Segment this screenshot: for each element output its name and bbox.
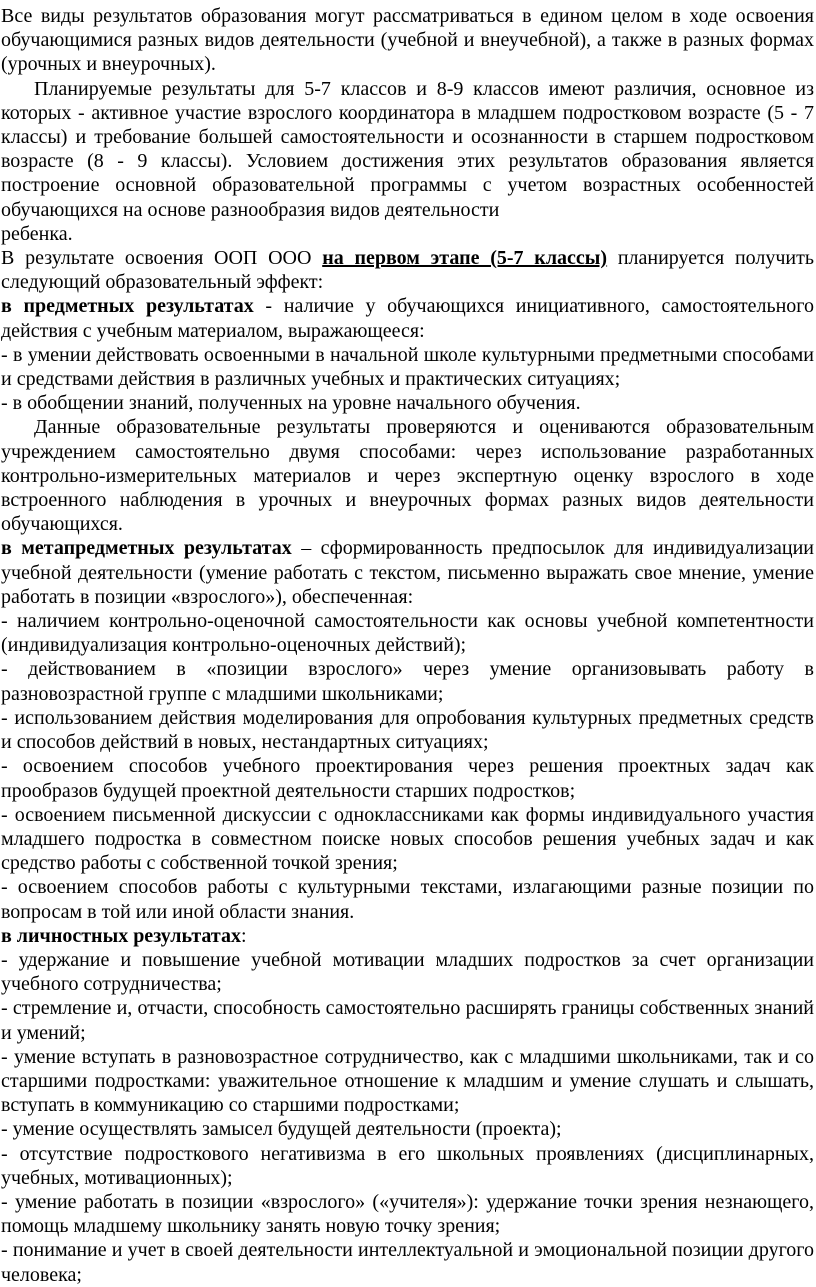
planned-results-tail: ребенка. <box>1 222 73 245</box>
subject-results-paragraph <box>1 294 814 342</box>
stage-emphasis: на первом этапе (5-7 классы) <box>322 247 608 270</box>
list-item: - понимание и учет в своей деятельности интеллектуальной и эмоциональной позиции другого человека; <box>1 1239 814 1286</box>
list-item: - отсутствие подросткового негативизма в его школьных проявлениях (дисциплинарных, учебных, мотивационных); <box>1 1142 814 1189</box>
list-item: - освоением способов учебного проектирования через решения проектных задач как прообразов будущей проектной деятельности старших подростков; <box>1 755 814 802</box>
personal-results-heading: в личностных результатах <box>1 924 241 947</box>
subject-results-heading: в предметных результатах <box>1 295 254 318</box>
list-item: - использованием действия моделирования для опробования культурных предметных средств и способов действий в новых, нестандартных ситуациях; <box>1 706 814 754</box>
list-item: - умение вступать в разновозрастное сотрудничество, как с младшими школьниками, так и со старшими подростками: уважительное отношение к младшим и умение слушать и слышать, вступать в коммуникацию со старшими подростками; <box>1 1045 814 1117</box>
stage-text-before: В результате освоения ООП ООО <box>1 247 323 270</box>
intro-paragraph: Все виды результатов образования могут рассматриваться в едином целом в ходе освоения обучающимися разных видов деятельности (учебной и внеучебной), а также в разных формах (урочных и внеурочных). <box>1 5 814 76</box>
meta-results-intro: – сформированность предпосылок для индивидуализации учебной деятельности (умение работать с текстом, письменно выражать свое мнение, умение работать в позиции «взрослого»), обеспеченная: <box>1 537 814 608</box>
list-item: - освоением способов работы с культурными текстами, излагающими разные позиции по вопросам в той или иной области знания. <box>1 876 814 923</box>
list-item: - в обобщении знаний, полученных на уровне начального обучения. <box>1 392 581 415</box>
list-item: - умение работать в позиции «взрослого» («учителя»): удержание точки зрения незнающего, помощь младшему школьнику занять новую точку зрения; <box>1 1190 814 1238</box>
planned-results-paragraph: Планируемые результаты для 5-7 классов и 8-9 классов имеют различия, основное из которых - активное участие взрослого координатора в младшем подростковом возрасте (5 - 7 классы) и требование большей самостоятельности и осознанности в старшем подростковом возрасте (8 - 9 классы). Условием достижения этих результатов образования является построение основной образовательной программы с учетом возрастных особенностей обучающихся на основе разнообразия видов деятельности <box>1 77 814 221</box>
list-item: - освоением письменной дискуссии с одноклассниками как формы индивидуального участия младшего подростка в совместном поиске новых способов решения учебных задач и как средство работы с собственной точкой зрения; <box>1 803 814 875</box>
stage-paragraph <box>1 246 814 294</box>
meta-results-paragraph <box>1 536 814 609</box>
subject-results-intro: - наличие у обучающихся инициативного, самостоятельного действия с учебным материалом, выражающееся: <box>1 295 814 342</box>
meta-results-heading: в метапредметных результатах <box>1 537 292 560</box>
assessment-paragraph: Данные образовательные результаты проверяются и оцениваются образовательным учреждением самостоятельно двумя способами: через использование разработанных контрольно-измерительных материалов и через экспертную оценку взрослого в ходе встроенного наблюдения в урочных и внеурочных формах разных видов деятельности обучающихся. <box>1 416 814 536</box>
list-item: - в умении действовать освоенными в начальной школе культурными предметными способами и средствами действия в различных учебных и практических ситуациях; <box>1 343 814 391</box>
list-item: - умение осуществлять замысел будущей деятельности (проекта); <box>1 1118 562 1141</box>
list-item: - удержание и повышение учебной мотивации младших подростков за счет организации учебного сотрудничества; <box>1 948 814 996</box>
list-item: - стремление и, отчасти, способность самостоятельно расширять границы собственных знаний и умений; <box>1 997 814 1044</box>
personal-results-paragraph <box>1 924 814 948</box>
personal-results-colon: : <box>240 924 247 947</box>
list-item: - действованием в «позиции взрослого» через умение организовывать работу в разновозрастной группе с младшими школьниками; <box>1 658 814 705</box>
stage-text-after: планируется получить следующий образовательный эффект: <box>1 247 814 294</box>
list-item: - наличием контрольно-оценочной самостоятельности как основы учебной компетентности (индивидуализация контрольно-оценочных действий); <box>1 610 814 657</box>
